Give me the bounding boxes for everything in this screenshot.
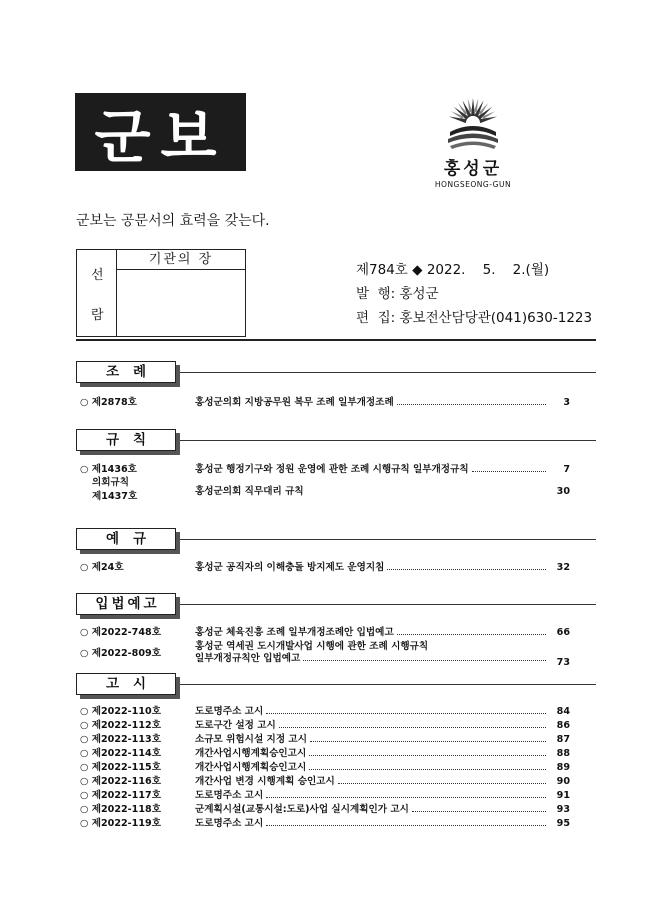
toc-item-title: 홍성군 공직자의 이해충돌 방지제도 운영지침 [195,562,385,573]
review-header-agency-head: 기관의 장 [117,250,245,270]
toc-item-continued [80,652,570,668]
masthead-title: 군보 [75,93,246,171]
toc-item-page: 86 [556,720,570,731]
toc-item-number: ○ 제2878호 [80,397,137,408]
toc-item-number: ○ 제2022-112호 [80,720,161,731]
logo-county-name-en: HONGSEONG-GUN [434,180,512,189]
toc-item-page: 89 [556,762,570,773]
toc-item-title: 도로명주소 고시 [195,790,264,801]
toc-item [80,747,570,760]
toc-item-number: ○ 제2022-748호 [80,627,161,638]
toc-item-page: 32 [556,562,570,573]
toc-item-number: ○ 제2022-116호 [80,776,161,787]
toc-item-page: 90 [556,776,570,787]
toc-item [80,817,570,830]
toc-item [80,775,570,788]
toc-item-page: 7 [563,464,570,475]
toc-item-title: 도로구간 설정 고시 [195,720,276,731]
toc-item [80,803,570,816]
toc-item-title: 소규모 위험시설 지정 고시 [195,734,307,745]
toc-item-page: 84 [556,706,570,717]
issue-number-date: 제784호 ◆ 2022. 5. 2.(월) [356,262,550,278]
review-label-column [77,250,117,336]
section-heading-announcements: 고시 [76,673,176,695]
review-label-bottom: 람 [91,308,104,323]
toc-item-title: 홍성군의회 직무대리 규칙 [195,486,304,497]
toc-item [80,761,570,774]
toc-item [80,396,570,409]
toc-item [80,626,570,639]
toc-item [80,561,570,574]
toc-item-title: 개간사업 변경 시행계획 승인고시 [195,776,335,787]
section-heading-regulations: 예규 [76,528,176,550]
toc-item [80,705,570,718]
toc-item-number: ○ 제2022-119호 [80,818,161,829]
header-divider [76,339,596,341]
section-heading-rules: 규칙 [76,429,176,451]
toc-item [80,463,570,476]
toc-item-page: 95 [556,818,570,829]
toc-item [80,733,570,746]
toc-item-page: 88 [556,748,570,759]
toc-item-number-line1: 의회규칙 [92,477,130,488]
review-box [76,249,246,337]
toc-item-number: ○ 제24호 [80,562,124,573]
review-label-top: 선 [91,268,104,283]
toc-item-title: 홍성군의회 지방공무원 복무 조례 일부개정조례 [195,397,394,408]
toc-item-number: ○ 제2022-118호 [80,804,161,815]
issue-editor: 편 집: 홍보전산담당관(041)630-1223 [356,310,593,326]
toc-item-page: 93 [556,804,570,815]
toc-item-title: 홍성군 행정기구와 정원 운영에 관한 조례 시행규칙 일부개정규칙 [195,464,469,475]
toc-item-page: 30 [556,486,570,497]
toc-item-number-line2: 제1437호 [92,491,138,502]
toc-item-number: ○ 제2022-114호 [80,748,161,759]
toc-item-page: 66 [556,627,570,638]
issue-publisher: 발 행: 홍성군 [356,286,439,302]
toc-item-number: ○ 제2022-115호 [80,762,161,773]
logo-county-name: 홍성군 [443,159,503,179]
toc-item-title-line2: 일부개정규칙안 입법예고 [195,653,301,664]
toc-item-page: 73 [556,657,570,668]
toc-item-title: 개간사업시행계획승인고시 [195,748,307,759]
toc-item-page: 3 [563,397,570,408]
toc-item-number: ○ 제2022-110호 [80,706,161,717]
toc-item-page: 91 [556,790,570,801]
toc-item-number: ○ 제2022-117호 [80,790,161,801]
county-emblem-icon [442,92,504,154]
toc-item-title: 도로명주소 고시 [195,706,264,717]
toc-item-number: ○ 제2022-809호 [80,648,161,659]
section-heading-ordinance: 조례 [76,361,176,383]
toc-item-title: 군계획시설(교통시설:도로)사업 실시계획인가 고시 [195,804,409,815]
toc-item-title: 개간사업시행계획승인고시 [195,762,307,773]
toc-item-page: 87 [556,734,570,745]
toc-item-number: ○ 제2022-113호 [80,734,161,745]
toc-item-number: ○ 제1436호 [80,464,137,475]
toc-item-title: 홍성군 체육진흥 조례 일부개정조례안 입법예고 [195,627,394,638]
toc-item-title-line1: 홍성군 역세권 도시개발사업 시행에 관한 조례 시행규칙 [195,641,429,652]
toc-item [80,789,570,802]
toc-item-title: 도로명주소 고시 [195,818,264,829]
section-heading-legislative-notice: 입법예고 [76,593,176,615]
county-logo [428,92,518,192]
toc-item [80,719,570,732]
legal-effect-notice: 군보는 공문서의 효력을 갖는다. [76,213,270,229]
